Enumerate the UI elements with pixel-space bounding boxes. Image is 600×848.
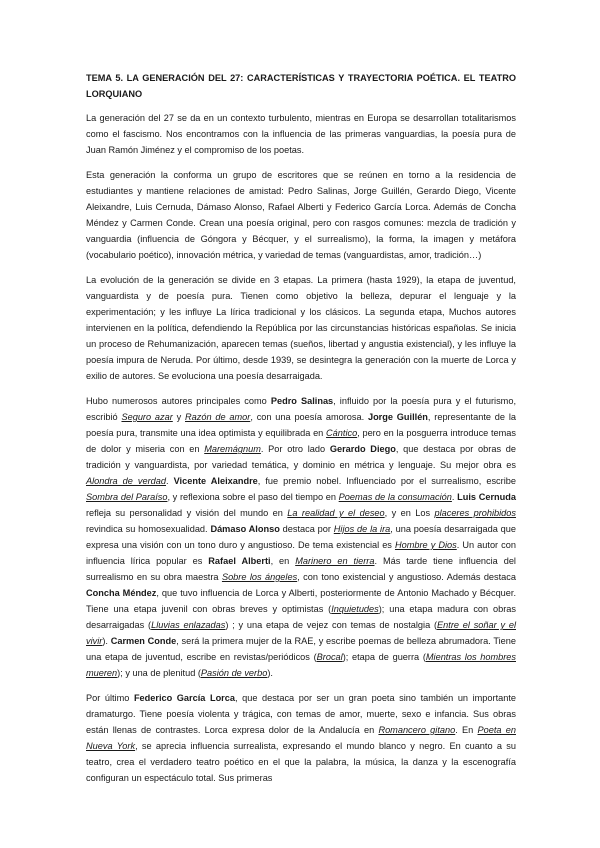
author-name: Gerardo Diego <box>329 444 396 454</box>
work-title: Sobre los ángeles <box>221 572 298 582</box>
work-title: Maremágnum <box>204 444 261 454</box>
work-title: Hijos de la ira <box>333 524 391 534</box>
work-title: Lluvias enlazadas <box>151 620 226 630</box>
work-title: Marinero en tierra <box>295 556 375 566</box>
paragraph-authors: Hubo numerosos autores principales como Pedro Salinas, influido por la poesía pura y el futurismo, escribió Seguro azar y Razón de amor, con una poesía amorosa. Jorge Guillén, representante de la poesía pura, transmite una idea optimista y equilibrada en Cántico, pero en la posguerra introduce temas de dolor y miseria con en Maremágnum. Por otro lado Gerardo Diego, que destaca por obras de tradición y vanguardista, por variedad temática, y dominio en métrica y lenguaje. Su mejor obra es Alondra de verdad. Vicente Aleixandre, fue premio nobel. Influenciado por el surrealismo, escribe Sombra del Paraíso, y reflexiona sobre el paso del tiempo en Poemas de la consumación. Luis Cernuda refleja su personalidad y visión del mundo en La realidad y el deseo, y en Los placeres prohibidos revindica su homosexualidad. Dámaso Alonso destaca por Hijos de la ira, una poesía desarraigada que expresa una visión con un tono duro y angustioso. De tema existencial es Hombre y Dios. Un autor con influencia lírica popular es Rafael Alberti, en Marinero en tierra. Más tarde tiene influencia del surrealismo en su obra maestra Sobre los ángeles, con tono existencial y angustioso. Además destaca Concha Méndez, que tuvo influencia de Lorca y Alberti, posteriormente de Antonio Machado y Bécquer. Tiene una etapa juvenil con obras breves y optimistas (Inquietudes); una etapa madura con obras desarraigadas (Lluvias enlazadas) ; y una etapa de vejez con temas de nostalgia (Entre el soñar y el vivir). Carmen Conde, será la primera mujer de la RAE, y escribe poemas de belleza abrumadora. Tiene una etapa de juventud, escribe en revistas/periódicos (Brocal); etapa de guerra (Mientras los hombres mueren); y una de plenitud (Pasión de verbo). <box>86 396 517 678</box>
work-title: La realidad y el deseo <box>287 508 385 518</box>
author-name: Vicente Aleixandre <box>173 476 258 486</box>
paragraph-lorca: Por último Federico García Lorca, que destaca por ser un gran poeta sino también un importante dramaturgo. Tiene poesía violenta y trágica, con temas de amor, muerte, sexo e infancia. Sus obras están llenas de contrastes. Lorca expresa dolor de la Andalucía en Romancero gitano. En Poeta en Nueva York, se aprecia influencia surrealista, expresando el mundo blanco y negro. En cuanto a su teatro, crea el verdadero teatro poético en el que la palabra, la música, la danza y la escenografía configuran un espectáculo total. Sus primeras <box>86 693 516 783</box>
document-title: TEMA 5. LA GENERACIÓN DEL 27: CARACTERÍSTICAS Y TRAYECTORIA POÉTICA. EL TEATRO LORQUIANO <box>86 73 516 99</box>
work-title: Mientras los hombres mueren <box>86 652 516 678</box>
author-name: Concha Méndez <box>86 588 157 598</box>
work-title: Sombra del Paraíso <box>86 492 168 502</box>
document-page <box>86 70 516 795</box>
author-name: Jorge Guillén <box>367 412 428 422</box>
work-title: Hombre y Dios <box>394 540 457 550</box>
author-name: Federico García Lorca <box>133 693 235 703</box>
work-title: Brocal <box>316 652 343 662</box>
paragraph-stages: La evolución de la generación se divide en 3 etapas. La primera (hasta 1929), la etapa de juventud, vanguardista y de poesía pura. Tienen como objetivo la belleza, depurar el lenguaje y la experimentación; y les influye La lírica tradicional y los clásicos. La segunda etapa, Muchos autores intervienen en la política, defendiendo la República por las circunstancias históricas españolas. Se inicia un proceso de Rehumanización, aparecen temas (sueños, libertad y angustia existencial), y les influye la poesía impura de Neruda. Por último, desde 1939, se desintegra la generación con la muerte de Lorca y exilio de autores. Se evoluciona una poesía desarraigada. <box>86 275 516 381</box>
work-title: Poemas de la consumación <box>338 492 452 502</box>
paragraph-members: Esta generación la conforma un grupo de escritores que se reúnen en torno a la residencia de estudiantes y mantiene relaciones de amistad: Pedro Salinas, Jorge Guillén, Gerardo Diego, Vicente Aleixandre, Luis Cernuda, Dámaso Alonso, Rafael Alberti y Federico García Lorca. Además de Concha Méndez y Carmen Conde. Crean una poesía original, pero con rasgos comunes: mezcla de tradición y vanguardia (influencia de Góngora y Bécquer, y el surrealismo), la forma, la imagen y metáfora (vocabulario poético), innovación métrica, y variedad de temas (vanguardistas, amor, tradición…) <box>86 170 516 260</box>
author-name: Pedro Salinas <box>270 396 334 406</box>
paragraph-context: La generación del 27 se da en un contexto turbulento, mientras en Europa se desarrollan totalitarismos como el fascismo. Nos encontramos con la influencia de las primeras vanguardias, la poesía pura de Juan Ramón Jiménez y el compromiso de los poetas. <box>86 113 516 155</box>
work-title: Romancero gitano <box>378 725 456 735</box>
author-name: Carmen Conde <box>110 636 177 646</box>
author-name: Dámaso Alonso <box>210 524 280 534</box>
work-title: Cántico <box>326 428 358 438</box>
author-name: Luis Cernuda <box>457 492 516 502</box>
work-title: Entre el soñar y el vivir <box>86 620 516 646</box>
work-title: Inquietudes <box>331 604 379 614</box>
work-title: Pasión de verbo <box>200 668 268 678</box>
work-title: Alondra de verdad <box>86 476 167 486</box>
author-name: Rafael Alberti <box>208 556 271 566</box>
work-title: Seguro azar <box>121 412 173 422</box>
work-title: Razón de amor <box>185 412 251 422</box>
work-title: placeres prohibidos <box>434 508 517 518</box>
work-title: Poeta en Nueva York <box>86 725 516 751</box>
